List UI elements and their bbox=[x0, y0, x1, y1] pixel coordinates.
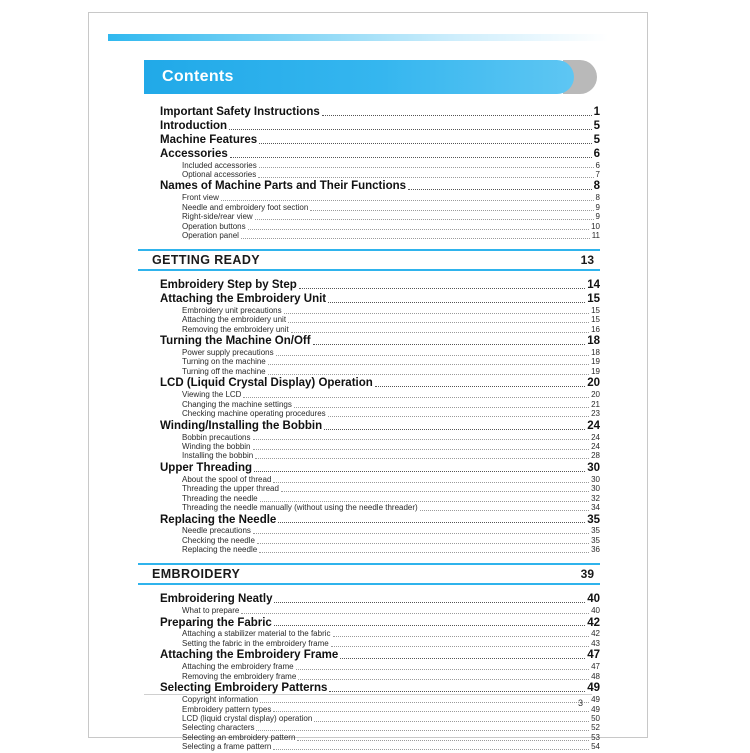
toc-entry-page: 5 bbox=[593, 133, 600, 146]
toc-entry-page: 15 bbox=[587, 292, 600, 305]
toc-entry-label: Turning on the machine bbox=[182, 357, 266, 367]
toc-subentry[interactable] bbox=[182, 452, 600, 461]
toc-leader-dots bbox=[322, 114, 592, 116]
toc-leader-dots bbox=[259, 142, 591, 144]
toc-entry-label: Winding the bobbin bbox=[182, 441, 251, 451]
toc-entry[interactable] bbox=[160, 120, 600, 133]
toc-entry[interactable] bbox=[160, 377, 600, 390]
toc-entry-page: 43 bbox=[591, 638, 600, 648]
toc-entry-page: 35 bbox=[591, 526, 600, 536]
toc-entry-page: 40 bbox=[587, 593, 600, 606]
toc-entry-page: 9 bbox=[595, 202, 600, 212]
toc-entry-page: 11 bbox=[591, 231, 600, 241]
toc-entry-label: Replacing the needle bbox=[182, 545, 258, 555]
toc-entry-label: Upper Threading bbox=[160, 461, 253, 474]
toc-entry-page: 36 bbox=[591, 545, 600, 555]
toc-entry-page: 6 bbox=[593, 147, 600, 160]
toc-entry-page: 54 bbox=[591, 742, 600, 752]
toc-entry-label: Removing the embroidery unit bbox=[182, 324, 289, 334]
toc-entry[interactable] bbox=[160, 293, 600, 306]
toc-leader-dots bbox=[408, 188, 592, 190]
toc-entry-page: 15 bbox=[591, 315, 600, 325]
toc-leader-dots bbox=[268, 373, 589, 375]
toc-entry-label: Machine Features bbox=[160, 133, 258, 146]
toc-leader-dots bbox=[273, 481, 589, 483]
toc-subentry[interactable] bbox=[182, 326, 600, 335]
toc-leader-dots bbox=[281, 490, 589, 492]
toc-entry[interactable] bbox=[160, 617, 600, 630]
toc-leader-dots bbox=[241, 237, 590, 239]
toc-subentry[interactable] bbox=[182, 410, 600, 419]
toc-subentry[interactable] bbox=[182, 485, 600, 494]
toc-leader-dots bbox=[255, 457, 589, 459]
toc-entry-label: Threading the upper thread bbox=[182, 484, 279, 494]
toc-entry[interactable] bbox=[160, 420, 600, 433]
toc-section-header bbox=[138, 249, 600, 271]
toc-entry-page: 48 bbox=[591, 671, 600, 681]
section-rule-top bbox=[138, 249, 600, 251]
toc-leader-dots bbox=[329, 690, 585, 692]
toc-entry-label: Threading the needle bbox=[182, 493, 258, 503]
toc-entry-label: Setting the fabric in the embroidery frame bbox=[182, 638, 329, 648]
toc-entry-label: Selecting a frame pattern bbox=[182, 742, 272, 752]
toc-entry-label: Winding/Installing the Bobbin bbox=[160, 419, 323, 432]
toc-entry-page: 32 bbox=[591, 493, 600, 503]
toc-entry-page: 19 bbox=[591, 366, 600, 376]
toc-entry-label: Selecting an embroidery pattern bbox=[182, 732, 296, 742]
toc-entry-label: Operation panel bbox=[182, 231, 239, 241]
toc-subentry[interactable] bbox=[182, 232, 600, 241]
toc-leader-dots bbox=[254, 470, 585, 472]
toc-entry-label: LCD (liquid crystal display) operation bbox=[182, 713, 313, 723]
toc-leader-dots bbox=[299, 287, 585, 289]
toc-entry[interactable] bbox=[160, 279, 600, 292]
toc-leader-dots bbox=[284, 312, 589, 314]
page-content bbox=[108, 26, 630, 752]
toc-entry-page: 40 bbox=[591, 606, 600, 616]
toc-leader-dots bbox=[313, 343, 586, 345]
toc-entry-page: 21 bbox=[591, 399, 600, 409]
toc-entry-label: Selecting Embroidery Patterns bbox=[160, 682, 328, 695]
toc-entry-label: Changing the machine settings bbox=[182, 399, 292, 409]
toc-subentry[interactable] bbox=[182, 194, 600, 203]
section-page: 39 bbox=[580, 567, 594, 582]
toc-leader-dots bbox=[288, 321, 589, 323]
toc-entry-page: 9 bbox=[595, 212, 600, 222]
toc-leader-dots bbox=[257, 542, 589, 544]
toc-entry-page: 15 bbox=[591, 305, 600, 315]
toc-subentry[interactable] bbox=[182, 223, 600, 232]
toc-entry-page: 23 bbox=[591, 409, 600, 419]
toc-entry-page: 24 bbox=[587, 419, 600, 432]
toc-leader-dots bbox=[375, 385, 585, 387]
toc-entry-page: 50 bbox=[591, 713, 600, 723]
section-title: EMBROIDERY bbox=[152, 567, 241, 582]
toc-subentry[interactable] bbox=[182, 171, 600, 180]
toc-entry-label: Checking the needle bbox=[182, 535, 255, 545]
toc-entry-page: 42 bbox=[591, 629, 600, 639]
toc-entry-page: 30 bbox=[591, 484, 600, 494]
toc-leader-dots bbox=[314, 720, 589, 722]
toc-leader-dots bbox=[248, 228, 589, 230]
toc-entry-page: 47 bbox=[587, 649, 600, 662]
toc-leader-dots bbox=[324, 428, 585, 430]
toc-entry-label: Attaching the Embroidery Unit bbox=[160, 292, 327, 305]
toc-entry-label: Bobbin precautions bbox=[182, 432, 251, 442]
toc-entry-label: Right-side/rear view bbox=[182, 212, 253, 222]
toc-entry-page: 20 bbox=[591, 390, 600, 400]
toc-entry-label: Threading the needle manually (without using the needle threader) bbox=[182, 503, 418, 513]
toc-entry[interactable] bbox=[160, 148, 600, 161]
section-rule-bottom bbox=[138, 269, 600, 271]
section-title: GETTING READY bbox=[152, 253, 260, 268]
toc-entry-page: 16 bbox=[591, 324, 600, 334]
toc-entry-label: Names of Machine Parts and Their Functions bbox=[160, 180, 407, 193]
toc-leader-dots bbox=[291, 331, 589, 333]
toc-entry-page: 35 bbox=[591, 535, 600, 545]
toc-entry-label: Viewing the LCD bbox=[182, 390, 242, 400]
toc-entry-label: Attaching the Embroidery Frame bbox=[160, 649, 339, 662]
toc-leader-dots bbox=[260, 500, 589, 502]
toc-entry-page: 52 bbox=[591, 723, 600, 733]
toc-subentry[interactable] bbox=[182, 504, 600, 513]
toc-entry-page: 6 bbox=[595, 160, 600, 170]
toc-entry[interactable] bbox=[160, 180, 600, 193]
toc-entry-page: 10 bbox=[591, 221, 600, 231]
toc-leader-dots bbox=[230, 156, 592, 158]
toc-entry-label: Needle and embroidery foot section bbox=[182, 202, 309, 212]
toc-entry[interactable] bbox=[160, 335, 600, 348]
toc-entry-label: Power supply precautions bbox=[182, 348, 274, 358]
toc-entry-page: 49 bbox=[587, 682, 600, 695]
toc-leader-dots bbox=[331, 645, 589, 647]
toc-subentry[interactable] bbox=[182, 546, 600, 555]
toc-entry-label: Operation buttons bbox=[182, 221, 246, 231]
toc-leader-dots bbox=[298, 678, 589, 680]
toc-subentry[interactable] bbox=[182, 696, 600, 705]
toc-entry-page: 53 bbox=[591, 732, 600, 742]
toc-entry-label: Selecting characters bbox=[182, 723, 255, 733]
toc-entry[interactable] bbox=[160, 593, 600, 606]
toc-entry-label: Front view bbox=[182, 193, 219, 203]
toc-leader-dots bbox=[328, 301, 585, 303]
toc-leader-dots bbox=[253, 448, 590, 450]
table-of-contents bbox=[138, 106, 600, 753]
toc-section-header bbox=[138, 563, 600, 585]
toc-entry-page: 49 bbox=[591, 704, 600, 714]
toc-entry[interactable] bbox=[160, 134, 600, 147]
toc-entry-label: Embroidering Neatly bbox=[160, 593, 273, 606]
toc-leader-dots bbox=[229, 128, 592, 130]
section-page: 13 bbox=[580, 253, 594, 268]
toc-leader-dots bbox=[328, 415, 589, 417]
toc-subentry[interactable] bbox=[182, 213, 600, 222]
toc-leader-dots bbox=[273, 710, 589, 712]
toc-leader-dots bbox=[260, 701, 589, 703]
toc-leader-dots bbox=[274, 601, 585, 603]
toc-entry-page: 19 bbox=[591, 357, 600, 367]
toc-entry-page: 49 bbox=[591, 695, 600, 705]
toc-leader-dots bbox=[310, 209, 593, 211]
toc-leader-dots bbox=[294, 406, 589, 408]
toc-entry-label: Needle precautions bbox=[182, 526, 251, 536]
toc-leader-dots bbox=[256, 729, 589, 731]
toc-entry-page: 18 bbox=[591, 348, 600, 358]
toc-entry-label: Attaching the embroidery frame bbox=[182, 662, 294, 672]
toc-leader-dots bbox=[274, 624, 585, 626]
footer-divider bbox=[144, 694, 592, 695]
top-gradient-bar bbox=[108, 34, 608, 41]
toc-entry-page: 14 bbox=[587, 279, 600, 292]
page-title: Contents bbox=[162, 68, 234, 85]
section-rule-top bbox=[138, 563, 600, 565]
toc-subentry[interactable] bbox=[182, 663, 600, 672]
toc-entry-page: 34 bbox=[591, 503, 600, 513]
toc-leader-dots bbox=[255, 218, 594, 220]
toc-subentry[interactable] bbox=[182, 640, 600, 649]
toc-leader-dots bbox=[259, 551, 589, 553]
toc-leader-dots bbox=[258, 176, 593, 178]
toc-subentry[interactable] bbox=[182, 673, 600, 682]
toc-entry-page: 1 bbox=[593, 106, 600, 118]
toc-entry-label: Replacing the Needle bbox=[160, 513, 277, 526]
toc-entry-label: Included accessories bbox=[182, 160, 257, 170]
toc-entry-page: 42 bbox=[587, 616, 600, 629]
toc-entry-label: Optional accessories bbox=[182, 169, 257, 179]
toc-leader-dots bbox=[276, 354, 589, 356]
toc-leader-dots bbox=[340, 657, 585, 659]
toc-entry-label: Attaching the embroidery unit bbox=[182, 315, 287, 325]
toc-entry-page: 47 bbox=[591, 662, 600, 672]
toc-leader-dots bbox=[241, 612, 589, 614]
toc-entry[interactable] bbox=[160, 462, 600, 475]
toc-leader-dots bbox=[259, 166, 594, 168]
contents-header-band bbox=[144, 60, 574, 94]
toc-subentry[interactable] bbox=[182, 316, 600, 325]
toc-entry-page: 20 bbox=[587, 377, 600, 390]
toc-entry-page: 7 bbox=[595, 169, 600, 179]
toc-entry-page: 28 bbox=[591, 451, 600, 461]
toc-entry[interactable] bbox=[160, 514, 600, 527]
toc-entry-label: Embroidery pattern types bbox=[182, 704, 272, 714]
toc-leader-dots bbox=[296, 668, 589, 670]
toc-entry-page: 24 bbox=[591, 441, 600, 451]
page-number: 3 bbox=[578, 698, 584, 708]
toc-entry-label: Embroidery unit precautions bbox=[182, 305, 282, 315]
toc-entry-label: Introduction bbox=[160, 119, 228, 132]
toc-leader-dots bbox=[278, 521, 585, 523]
toc-entry-page: 8 bbox=[595, 193, 600, 203]
toc-leader-dots bbox=[221, 199, 594, 201]
toc-subentry[interactable] bbox=[182, 743, 600, 752]
toc-subentry[interactable] bbox=[182, 391, 600, 400]
toc-entry-page: 35 bbox=[587, 513, 600, 526]
toc-entry-label: Turning off the machine bbox=[182, 366, 266, 376]
toc-entry-label: Preparing the Fabric bbox=[160, 616, 272, 629]
toc-entry-label: About the spool of thread bbox=[182, 474, 272, 484]
toc-entry-label: Removing the embroidery frame bbox=[182, 671, 297, 681]
toc-entry-page: 18 bbox=[587, 335, 600, 348]
toc-leader-dots bbox=[297, 739, 589, 741]
toc-subentry[interactable] bbox=[182, 368, 600, 377]
section-rule-bottom bbox=[138, 583, 600, 585]
toc-entry-page: 24 bbox=[591, 432, 600, 442]
toc-leader-dots bbox=[420, 509, 589, 511]
toc-entry-page: 30 bbox=[591, 474, 600, 484]
toc-leader-dots bbox=[253, 438, 590, 440]
toc-entry-label: Attaching a stabilizer material to the fabric bbox=[182, 629, 331, 639]
toc-entry-label: Embroidery Step by Step bbox=[160, 279, 297, 292]
toc-entry-page: 30 bbox=[587, 461, 600, 474]
toc-leader-dots bbox=[268, 363, 589, 365]
toc-entry-label: Installing the bobbin bbox=[182, 451, 254, 461]
toc-entry-page: 5 bbox=[593, 119, 600, 132]
toc-entry-label: Checking machine operating procedures bbox=[182, 409, 326, 419]
toc-entry-label: Turning the Machine On/Off bbox=[160, 335, 311, 348]
toc-leader-dots bbox=[253, 532, 589, 534]
toc-entry[interactable] bbox=[160, 106, 600, 119]
toc-entry-label: What to prepare bbox=[182, 606, 240, 616]
toc-leader-dots bbox=[243, 396, 589, 398]
toc-entry[interactable] bbox=[160, 649, 600, 662]
toc-leader-dots bbox=[333, 635, 590, 637]
toc-entry-label: Copyright information bbox=[182, 695, 259, 705]
toc-entry-label: Accessories bbox=[160, 147, 228, 160]
toc-entry-page: 8 bbox=[593, 180, 600, 193]
toc-entry-label: LCD (Liquid Crystal Display) Operation bbox=[160, 377, 373, 390]
toc-subentry[interactable] bbox=[182, 607, 600, 616]
toc-entry-label: Important Safety Instructions bbox=[160, 106, 320, 118]
